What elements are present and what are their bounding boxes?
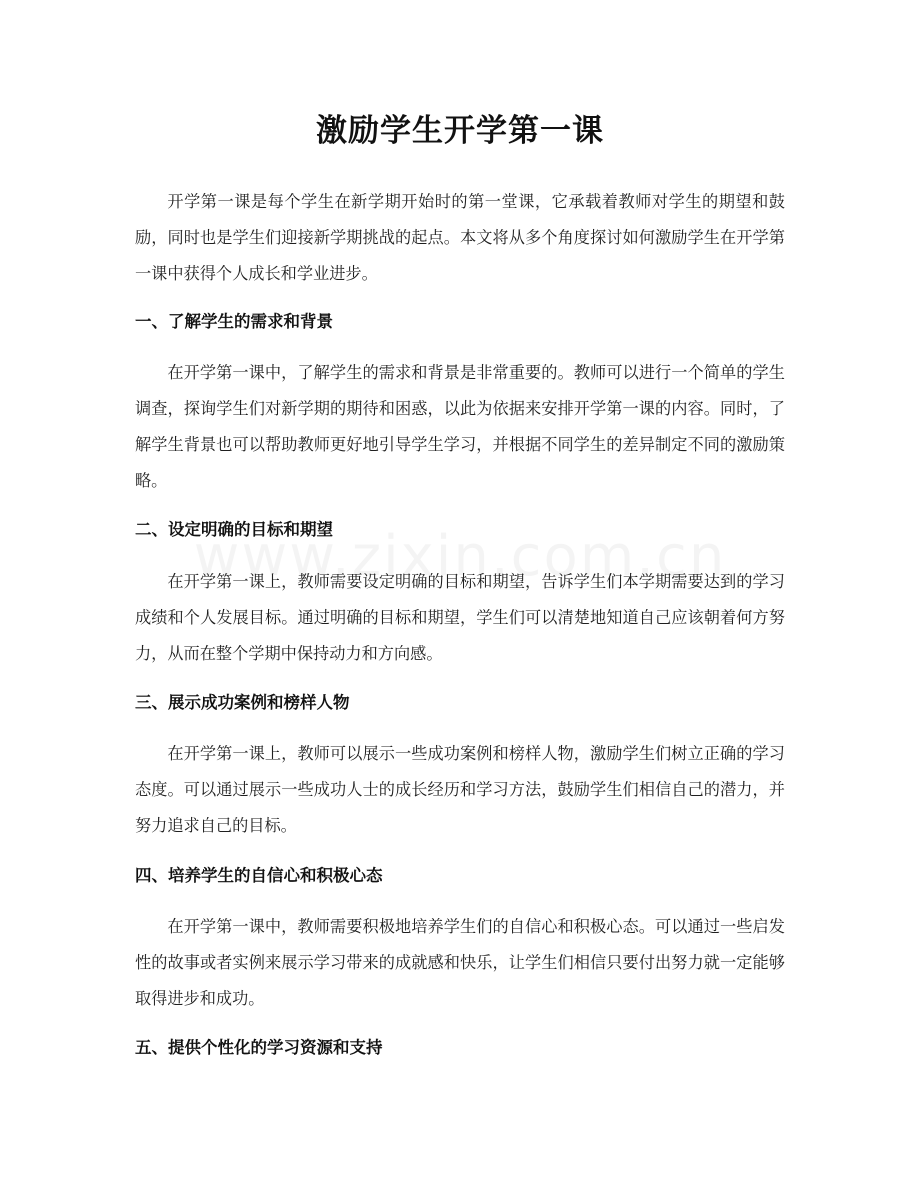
section-body-3: 在开学第一课上，教师可以展示一些成功案例和榜样人物，激励学生们树立正确的学习态度。可以通过展示一些成功人士的成长经历和学习方法，鼓励学生们相信自己的潜力，并努力追求自己的目标。 (135, 744, 785, 835)
section-heading-5: 五、提供个性化的学习资源和支持 (135, 1038, 383, 1057)
section-heading-3: 三、展示成功案例和榜样人物 (135, 693, 350, 712)
section-body-1: 在开学第一课中，了解学生的需求和背景是非常重要的。教师可以进行一个简单的学生调查，探询学生们对新学期的期待和困惑，以此为依据来安排开学第一课的内容。同时，了解学生背景也可以帮助教师更好地引导学生学习，并根据不同学生的差异制定不同的激励策略。 (135, 363, 785, 490)
section-heading-2: 二、设定明确的目标和期望 (135, 520, 333, 539)
section-heading-1: 一、了解学生的需求和背景 (135, 312, 333, 331)
section-body-4: 在开学第一课中，教师需要积极地培养学生们的自信心和积极心态。可以通过一些启发性的故事或者实例来展示学习带来的成就感和快乐，让学生们相信只要付出努力就一定能够取得进步和成功。 (135, 917, 785, 1008)
section-body-2: 在开学第一课上，教师需要设定明确的目标和期望，告诉学生们本学期需要达到的学习成绩和个人发展目标。通过明确的目标和期望，学生们可以清楚地知道自己应该朝着何方努力，从而在整个学期中保持动力和方向感。 (135, 572, 785, 663)
page-title: 激励学生开学第一课 (316, 113, 604, 149)
intro-paragraph: 开学第一课是每个学生在新学期开始时的第一堂课，它承载着教师对学生的期望和鼓励，同时也是学生们迎接新学期挑战的起点。本文将从多个角度探讨如何激励学生在开学第一课中获得个人成长和学业进步。 (135, 192, 785, 283)
section-heading-4: 四、培养学生的自信心和积极心态 (135, 866, 383, 885)
